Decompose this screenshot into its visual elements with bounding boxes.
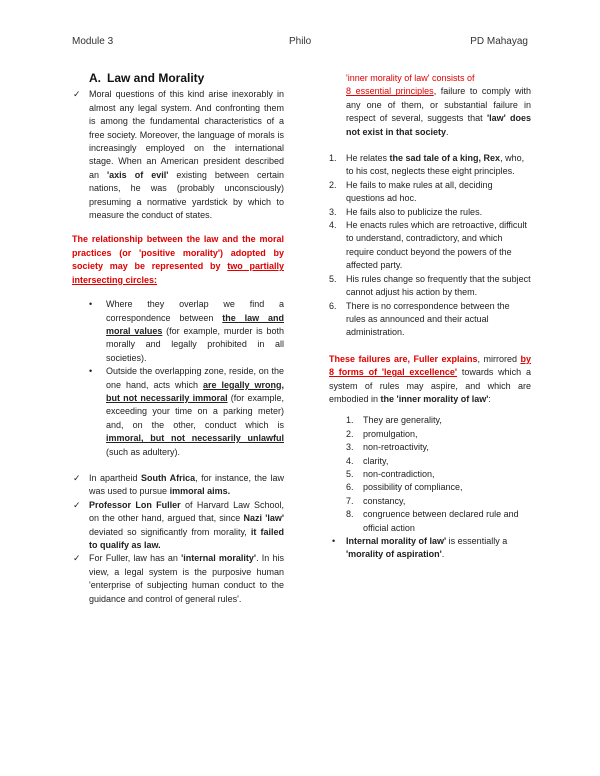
section-title: A. Law and Morality	[89, 71, 205, 85]
list-item: • Outside the overlapping zone, reside, on the one hand, acts which are legally wrong, but not necessarily immoral (for example, exceeding your time on a parking meter) and, on the other, conduct which is immoral, but not necessarily unlawful (such as adultery).	[72, 365, 284, 459]
list-item: 5. His rules change so frequently that the subject cannot adjust his action by them.	[329, 273, 531, 298]
relationship-statement: The relationship between the law and the moral practices (or 'positive morality') adopted by society may be represented by two partially intersecting circles:	[72, 234, 284, 285]
header-module: Module 3	[72, 36, 114, 47]
list-item: 6. possibility of compliance,	[346, 482, 463, 493]
paragraph-inner-morality: 'inner morality of law' consists of 8 essential principles, failure to comply with any one of them, or substantial failure in respect of several, suggests that 'law' does not exist in that society.	[346, 73, 532, 137]
list-item: • Where they overlap we find a correspondence between the law and moral values (for example, murder is both morally and legally prohibited in all societies).	[72, 298, 284, 365]
list-item: 1. He relates the sad tale of a king, Rex, who, to his cost, neglects these eight principles.	[329, 153, 525, 177]
paragraph-moral-questions: ✓ Moral questions of this kind arise inexorably in almost any legal system. And confronting them is among the fundamental characteristics of a free society. Moreover, the language of morals is increasingly employed on the international stage. When an American president described an 'axis of evil' existing between certain nations, he was (probably unconsciously) presuming a normative yardstick by which to measure the conduct of states.	[72, 88, 284, 222]
list-item: 1. They are generality,	[346, 415, 442, 426]
list-item: 7. constancy,	[346, 495, 406, 506]
header-author: PD Mahayag	[470, 36, 528, 47]
list-item: 6. There is no correspondence between the rules as announced and their actual administration.	[329, 300, 510, 338]
overlap-bullets	[72, 298, 284, 459]
header-subject: Philo	[289, 36, 312, 47]
paragraph-failures-mirrored: These failures are, Fuller explains, mirrored by 8 forms of 'legal excellence' towards which a system of rules may aspire, and which are embodied in the 'inner morality of law':	[329, 353, 531, 404]
paragraph-lon-fuller: ✓ Professor Lon Fuller of Harvard Law School, on the other hand, argued that, since Nazi 'law' deviated so significantly from morality, it failed to qualify as law.	[72, 499, 284, 553]
list-item: 5. non-contradiction,	[346, 468, 435, 479]
left-column	[72, 72, 284, 606]
list-item: 2. He fails to make rules at all, deciding questions ad hoc.	[329, 179, 493, 204]
list-item: 4. He enacts rules which are retroactive, difficult to understand, contradictory, and which require conduct beyond the powers of the affected party.	[329, 220, 527, 271]
paragraph-internal-morality: ✓ For Fuller, law has an 'internal morality'. In his view, a legal system is the purposive human 'enterprise of subjecting human conduct to the guidance and control of general rules'.	[72, 552, 284, 606]
king-rex-failures	[329, 152, 531, 340]
list-item: 4. clarity,	[346, 455, 389, 466]
list-item: 3. He fails also to publicize the rules.	[329, 206, 483, 217]
paragraph-aspiration: • Internal morality of law' is essentially a 'morality of aspiration'.	[329, 535, 531, 562]
list-item: 3. non-retroactivity,	[346, 442, 429, 453]
paragraph-south-africa: ✓ In apartheid South Africa, for instance, the law was used to pursue immoral aims.	[72, 472, 284, 499]
list-item: 8. congruence between declared rule and official action	[346, 509, 519, 533]
right-column	[329, 72, 531, 562]
legal-excellence-list	[329, 414, 531, 535]
list-item: 2. promulgation,	[346, 428, 418, 439]
